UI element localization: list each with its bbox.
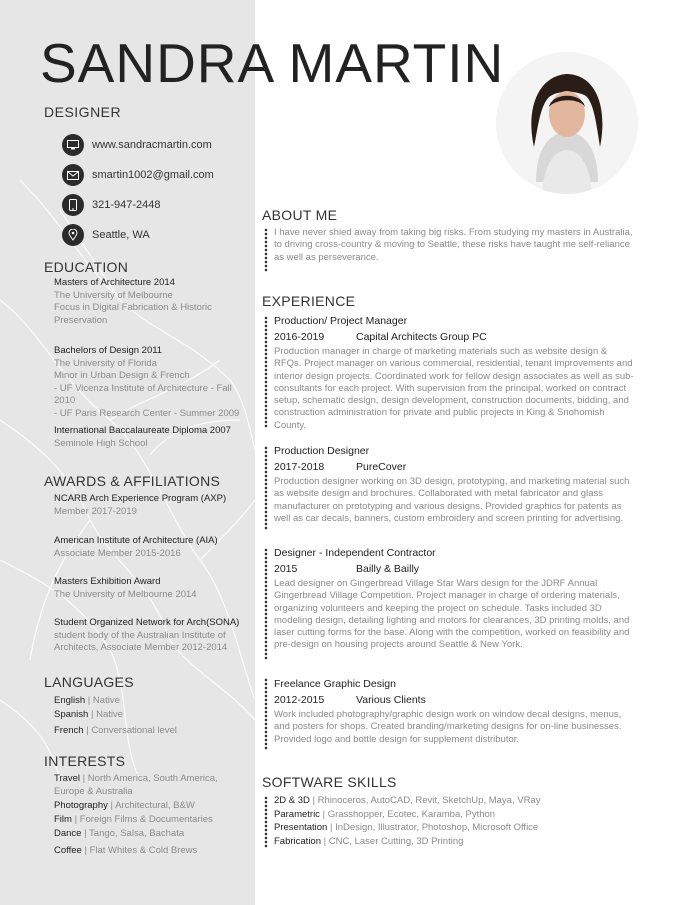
email-text[interactable]: smartin1002@gmail.com (92, 169, 214, 181)
language-item: English | Native (54, 695, 120, 706)
interest-item: Coffee | Flat Whites & Cold Brews (54, 845, 198, 856)
job-description: Lead designer on Gingerbread Village Star Wars design for the JDRF Annual Gingerbread Village Competition. Project manager in charge of ordering materials, organizing volunteers and keeping the project on schedule. Tasks included 3D modeling design, detailing lighting and motors for clearances, 3D printing molds, and laser cutting forms for the base. Along with the competition, worked on feasibility and pre-design on housing projects around Seattle & New York. (274, 578, 630, 651)
website-text[interactable]: www.sandracmartin.com (92, 139, 212, 151)
about-text: I have never shied away from taking big risks. From studying my masters in Australia, to driving cross-country & moving to Seattle, these risks have taught me self-reliance as well as perseverance. (274, 227, 633, 263)
award-item: NCARB Arch Experience Program (AXP) Member 2017-2019 (54, 493, 227, 517)
job-description: Work included photography/graphic design work on window decal designs, menus, and posters for shops. Created branding/marketing designs for on-line businesses. Provided logo and bottle design for supplement distributor. (274, 709, 622, 745)
education-item: Masters of Architecture 2014 The University of Melbourne Focus in Digital Fabrication & Historic Preservation (54, 277, 212, 326)
software-heading: SOFTWARE SKILLS (262, 774, 397, 790)
job-title: Designer - Independent Contractor (274, 547, 436, 559)
education-item: International Baccalaureate Diploma 2007 Seminole High School (54, 425, 231, 449)
job-meta: 2016-2019 Capital Architects Group PC (274, 331, 487, 343)
software-item: 2D & 3D | Rhinoceros, AutoCAD, Revit, SketchUp, Maya, VRay (274, 795, 541, 806)
about-heading: ABOUT ME (262, 207, 338, 223)
awards-heading: AWARDS & AFFILIATIONS (44, 473, 221, 489)
phone-text[interactable]: 321-947-2448 (92, 199, 161, 211)
software-item: Presentation | InDesign, Illustrator, Photoshop, Microsoft Office (274, 822, 539, 833)
dotted-divider (264, 228, 268, 272)
dotted-divider (264, 678, 268, 750)
location-pin-icon (62, 224, 84, 246)
award-item: Masters Exhibition Award The University of Melbourne 2014 (54, 576, 197, 600)
language-item: French | Conversational level (54, 725, 177, 736)
interests-heading: INTERESTS (44, 753, 126, 769)
interest-item: Photography | Architectural, B&W (54, 800, 195, 811)
award-item: Student Organized Network for Arch(SONA) student body of the Australian Institute of Architects, Associate Member 2012-2014 (54, 617, 240, 653)
job-title: Production/ Project Manager (274, 315, 408, 327)
dotted-divider (264, 446, 268, 530)
job-description: Production designer working on 3D design, prototyping, and marketing material such as website design and brochures. Collaborated with metal fabricator and glass manufacturer on prototyping and various designs. Provided graphics for patents as well as car decals, banners, custom embroidery and screen printing for advertising. (274, 476, 630, 524)
contact-email[interactable] (62, 164, 214, 186)
contact-phone[interactable] (62, 194, 161, 216)
envelope-icon (62, 164, 84, 186)
education-heading: EDUCATION (44, 259, 129, 275)
contact-website[interactable] (62, 134, 212, 156)
monitor-icon (62, 134, 84, 156)
dotted-divider (264, 316, 268, 428)
award-item: American Institute of Architecture (AIA) Associate Member 2015-2016 (54, 535, 218, 559)
profile-photo (496, 52, 638, 194)
contact-location (62, 224, 150, 246)
interest-item: Travel | North America, South America, Europe & Australia (54, 773, 218, 797)
software-item: Fabrication | CNC, Laser Cutting, 3D Printing (274, 836, 464, 847)
interest-item: Film | Foreign Films & Documentaries (54, 814, 213, 825)
phone-icon (62, 194, 84, 216)
experience-heading: EXPERIENCE (262, 293, 356, 309)
interest-item: Dance | Tango, Salsa, Bachata (54, 828, 185, 839)
job-role: DESIGNER (44, 104, 122, 120)
job-title: Freelance Graphic Design (274, 678, 396, 690)
job-description: Production manager in charge of marketing materials such as website design & RFQs. Project manager on various commercial, residential, tenant improvements and interior design projects. Coordinated work for fellow design associates as well as sub-consultants for each project. With supervision from the principal, worked on contract setup, schematic design, design development, construction documents, bidding, and construction administration for private and public projects in King & Snohomish County. (274, 346, 634, 431)
job-title: Production Designer (274, 445, 370, 457)
language-item: Spanish | Native (54, 709, 124, 720)
location-text: Seattle, WA (92, 229, 150, 241)
languages-heading: LANGUAGES (44, 674, 134, 690)
dotted-divider (264, 796, 268, 848)
software-item: Parametric | Grasshopper, Ecotec, Karamba, Python (274, 809, 496, 820)
candidate-name: SANDRA MARTIN (40, 32, 505, 94)
job-meta: 2012-2015 Various Clients (274, 694, 426, 706)
job-meta: 2017-2018 PureCover (274, 461, 407, 473)
education-item: Bachelors of Design 2011 The University of Florida Minor in Urban Design & French - UF Vicenza Institute of Architecture - Fall 2010 - UF Paris Research Center - Summer 2009 (54, 345, 240, 419)
dotted-divider (264, 548, 268, 660)
job-meta: 2015 Bailly & Bailly (274, 563, 420, 575)
